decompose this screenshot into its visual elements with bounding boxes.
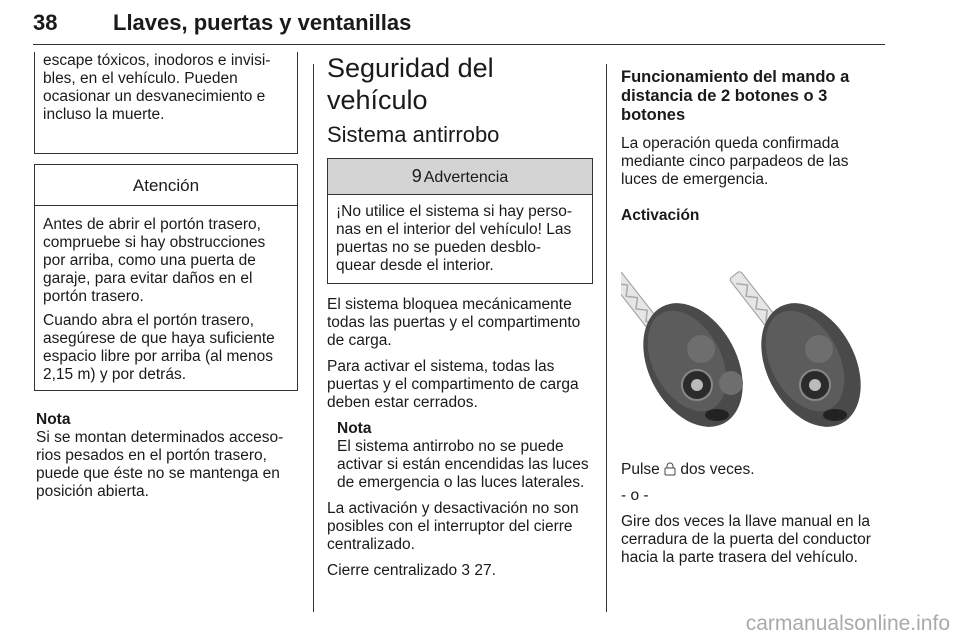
continued-line-4: incluso la muerte. <box>43 106 165 123</box>
crossref-paragraph <box>327 562 593 580</box>
lock-button-icon <box>664 462 676 476</box>
warning-title-band <box>328 159 592 195</box>
remote-heading: Funcionamiento del mando a distancia de 2 botones o 3 botones <box>621 68 850 124</box>
attention-paragraph-1: Antes de abrir el portón trasero, compruebe si hay obstrucciones por arriba, como una puerta de garaje, para evitar daños en el portón trasero. <box>43 216 266 305</box>
warning-icon: 9 <box>411 166 422 186</box>
attention-box <box>34 164 298 391</box>
press-suffix: dos veces. <box>680 461 755 478</box>
or-separator: - o - <box>621 487 649 504</box>
column-2 <box>327 50 593 588</box>
note-text: Si se montan determinados acceso- rios pesados en el portón trasero, puede que éste no se mantenga en posición abierta. <box>36 429 284 500</box>
page-header <box>33 6 885 45</box>
manual-key-paragraph: Gire dos veces la llave manual en la cerradura de la puerta del conductor hacia la parte trasera del vehículo. <box>621 513 871 566</box>
note-block-2 <box>327 420 593 492</box>
attention-title: Atención <box>35 165 297 206</box>
paragraph-3: La activación y desactivación no son posibles con el interruptor del cierre centralizado. <box>327 500 579 553</box>
key-2-icon <box>729 271 881 444</box>
page-number: 38 <box>33 10 58 35</box>
crossref-page[interactable]: 27. <box>474 562 496 579</box>
paragraph-1: El sistema bloquea mecánicamente todas las puertas y el compartimento de carga. <box>327 296 581 349</box>
crossref-arrow-icon: 3 <box>461 562 471 579</box>
remote-paragraph: La operación queda confirmada mediante cinco parpadeos de las luces de emergencia. <box>621 135 849 188</box>
warning-title: Advertencia <box>423 169 509 186</box>
note-title-2: Nota <box>337 420 372 437</box>
remote-keys-illustration <box>621 237 883 449</box>
warning-box <box>327 158 593 284</box>
column-divider-1 <box>313 64 314 612</box>
crossref-text: Cierre centralizado <box>327 562 458 579</box>
continued-line-1: escape tóxicos, inodoros e invisi- <box>43 52 271 69</box>
press-prefix: Pulse <box>621 461 660 478</box>
note-block <box>36 411 298 501</box>
column-1 <box>36 50 298 501</box>
press-instruction <box>621 461 885 479</box>
note-text-2: El sistema antirrobo no se puede activar si están encendidas las luces de emergencia o las luces laterales. <box>337 438 589 491</box>
key-1-icon <box>621 271 763 444</box>
continued-line-2: bles, en el vehículo. Pueden <box>43 70 238 87</box>
activation-heading: Activación <box>621 207 700 224</box>
subsection-title: Sistema antirrobo <box>327 122 500 147</box>
warning-text: ¡No utilice el sistema si hay perso- nas en el interior del vehículo! Las puertas no se pueden desblo- quear desde el interior. <box>336 203 573 274</box>
note-title: Nota <box>36 411 71 428</box>
chapter-title: Llaves, puertas y ventanillas <box>113 10 412 35</box>
paragraph-2: Para activar el sistema, todas las puertas y el compartimento de carga deben estar cerrados. <box>327 358 579 411</box>
column-divider-2 <box>606 64 607 612</box>
attention-paragraph-2: Cuando abra el portón trasero, asegúrese de que haya suficiente espacio libre por arriba (al menos 2,15 m) y por detrás. <box>43 312 275 383</box>
column-3 <box>621 50 885 575</box>
warning-box-continued <box>34 52 298 154</box>
section-title: Seguridad del vehículo <box>327 53 494 115</box>
watermark: carmanualsonline.info <box>745 612 950 635</box>
continued-line-3: ocasionar un desvanecimiento e <box>43 88 266 105</box>
